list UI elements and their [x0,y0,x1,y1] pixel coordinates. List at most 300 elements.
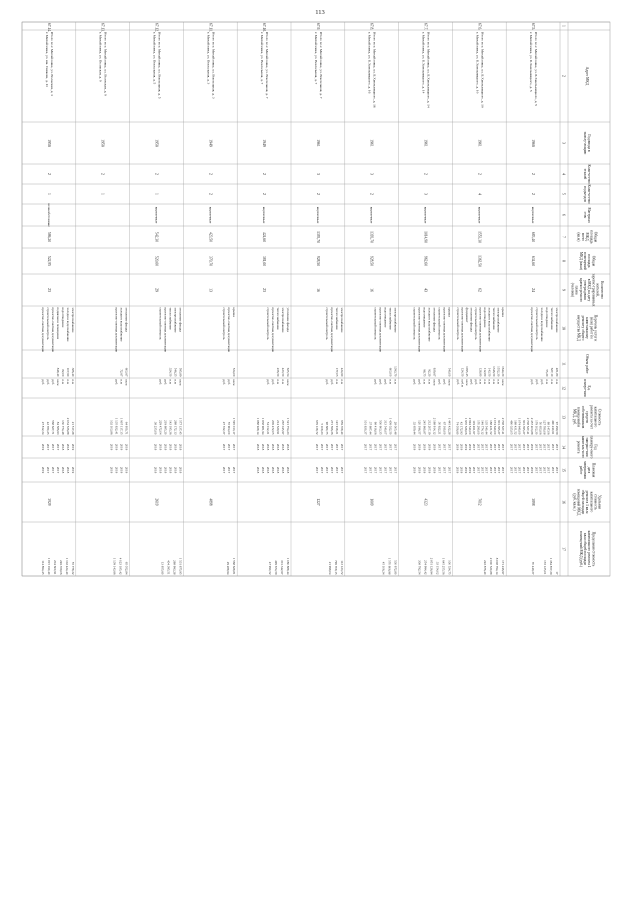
completion-year: 2018 [271,443,275,451]
header-title: планиру-емого [589,435,594,459]
work-unit: п.м [70,379,75,385]
work-unit: п.м [555,379,559,385]
work-volume: 92,20 [427,369,432,377]
year-built: 1950 [100,139,105,147]
header-title: Год ввода в [587,134,592,152]
work-item: крыша [447,307,452,317]
work-unit: кв.м [432,379,437,386]
work-unit: п.м [550,379,554,385]
work-item: утепление фасада [286,307,290,332]
work-item: электроснабжение [393,307,398,333]
planned-date: 2019 [70,466,75,474]
unit-cost: 4898 [208,498,213,506]
area-total: 586,20 [46,232,51,242]
row-address-total: Итого по г. Михайловка, ул. Волжская, д. 3 [49,32,54,96]
work-unit: кв.м [501,379,506,386]
header-title: утверждения [583,280,587,300]
work-unit: п.м [119,379,124,385]
max-cost: 204 600,91 [52,560,57,575]
completion-year: 2017 [476,443,481,451]
floors: 2 [477,173,482,175]
header-title: капитального [593,406,598,428]
planned-date: 2017 [476,466,481,474]
planned-date: 2017 [363,466,368,474]
completion-year: 2017 [232,443,237,451]
work-unit: руб. [412,379,417,386]
completion-year: 2019 [463,443,468,451]
header-title: (кв.м) [576,232,581,242]
work-cost: 1 907 117,15 [119,417,124,435]
work-item: строительный контроль [158,307,163,340]
work-unit: руб. [45,379,50,386]
planned-date: 2017 [550,466,555,474]
completion-year: 2018 [163,443,168,451]
area-rooms: 370,70 [208,256,213,266]
header-title: площадь [589,230,594,244]
work-cost: 288 172,13 [173,420,178,435]
max-cost: 308 792,54 [417,560,422,575]
work-item: фундамент [464,307,469,323]
work-item: проектно-сметная документация [271,307,275,352]
max-cost: 171 246,97 [501,560,506,575]
completion-year: 2019 [109,443,114,451]
work-cost: 1 935 528,06 [463,417,468,435]
work-unit: п.м [427,379,432,385]
unit-cost: 2619 [154,498,159,506]
planned-date: 2017 [447,466,452,474]
planned-date: 2017 [555,466,559,474]
work-cost: 30 922,21 [437,421,442,435]
completion-year: 2018 [173,443,178,451]
unit-cost: 3898 [531,498,536,506]
header-title: помещений в [576,406,581,428]
column-number: 10 [561,326,566,330]
completion-year: 2017 [447,443,452,451]
work-unit: п.м [60,379,65,385]
work-cost: 188 431,52 [488,420,493,435]
header-title: Ед. [587,385,592,391]
work-unit: руб. [266,379,270,386]
completion-year: 2017 [501,443,506,451]
completion-year: 2017 [484,443,489,451]
column-number: 16 [561,500,566,504]
year-built: 1961 [369,139,374,147]
work-unit: руб. [442,379,447,386]
year-built: 1949 [262,139,267,147]
max-cost: 254 994,42 [423,560,428,575]
row-address-total: Итого по г. Михайловка, ул. Б.Хмельницкого, д. 5 [534,32,539,106]
work-item: электроснабжение [496,307,501,333]
work-cost: 245 860,87 [422,420,427,435]
work-cost: 42 780,25 [45,421,50,435]
completion-year: 2019 [70,443,75,451]
work-volume: 324,50 [168,367,173,377]
work-cost: 37 887,44 [368,421,373,435]
completion-year: 2018 [60,443,65,451]
area-rooms: 962,60 [423,256,428,266]
residents: 29 [154,288,159,292]
completion-year: 2017 [373,443,378,451]
header-title: краткосрочного [578,278,583,302]
work-cost: 38 235,00 [153,421,158,435]
work-unit: кв.м [178,379,183,386]
floors: 2 [531,173,536,175]
work-volume: 603,00 [388,367,393,377]
header-title: измере-ния [583,379,587,397]
completion-year: 2017 [368,443,373,451]
planned-date: 2017 [517,466,522,474]
residents: 23 [262,288,267,292]
area-rooms: 634,60 [531,256,536,266]
floors: 2 [262,173,267,175]
entrances: 1 [154,193,159,195]
work-cost: 490 025,05 [509,420,514,435]
completion-year: 2017 [534,443,539,451]
work-cost: 135 540,44 [484,420,489,435]
work-unit: п.м [545,379,549,385]
completion-year: 2017 [513,443,518,451]
row-address: г. Михайловка, ул. Б.Хмельницкого, д. 5 [529,32,534,92]
work-unit: п.м [487,379,492,385]
completion-year: 2017 [437,443,442,451]
area-total: 1553,30 [477,231,482,243]
header-title: МКД, [585,232,590,242]
completion-year: 2018 [256,443,260,451]
work-unit: кв.м [464,379,469,386]
max-cost: 2 851 126,94 [429,557,434,575]
area-rooms: 381,00 [262,256,267,266]
work-item: проектно-сметная документация [378,307,383,352]
work-unit: руб. [540,379,544,386]
header-title: Удельная [597,494,602,510]
work-volume: 124,50 [460,367,465,377]
planned-date: 2017 [472,466,477,474]
max-cost: 1 815 160,40 [46,557,51,575]
work-volume: 143,50 [487,367,492,377]
planned-date: 2019 [463,466,468,474]
wall-material: кирпичные [423,206,428,224]
completion-year: 2017 [517,443,522,451]
header-title: Стоимость [597,408,602,426]
work-item: строительный контроль [535,307,539,340]
max-cost: 530 972,80 [393,560,398,575]
column-number: 6 [561,214,566,216]
planned-date: 2019 [530,466,535,474]
work-item: строительный контроль [455,307,460,340]
completion-year: 2017 [521,443,526,451]
planned-date: 2017 [492,466,497,474]
completion-year: 2017 [393,443,398,451]
column-number: 4 [561,173,566,175]
planned-date: 2019 [432,466,437,474]
row-number: 67.7. [423,23,428,31]
work-unit: п.м [168,379,173,385]
planned-date: 2017 [542,466,547,474]
work-cost: 55 904,00 [227,421,232,435]
work-volume: 98,75 [422,369,427,377]
work-volume: 1393,70 [393,366,398,377]
planned-date: 2017 [442,466,447,474]
planned-date: 2018 [168,466,173,474]
planned-date: 2018 [271,466,275,474]
completion-year: 2019 [124,443,129,451]
row-number: 67.11. [208,23,213,32]
work-cost: 1 436 022,50 [388,417,393,435]
row-address: г. Михайловка, ул. Вокзальная, д. 5 [152,32,157,85]
work-item: теплоснабжение [492,307,497,330]
work-item: водоотведение [383,307,388,328]
entrances: 2 [531,193,536,195]
header-title: Предельная стоимость [591,531,596,567]
work-unit: п.м [65,379,70,385]
completion-year: 2017 [480,443,485,451]
work-volume: 848,40 [55,367,60,377]
work-cost: 313 540,07 [383,420,388,435]
work-cost: 1 135 832,41 [114,417,119,435]
planned-date: 2017 [50,466,55,474]
work-cost: 5 108,23 [319,423,324,435]
completion-year: 2019 [432,443,437,451]
work-item: холодное водоснабжение [119,307,124,342]
year-built: 1949 [208,139,213,147]
work-item: водоотведение [422,307,427,328]
completion-year: 2017 [227,443,232,451]
row-address-total: Итого по г. Михайловка, ул. Вокзальная, д. 7 [318,32,323,99]
work-volume: 423,50 [281,367,285,377]
row-address: г. Михайловка, ул. Б.Хмельницкого, д. 10 [475,32,480,94]
work-unit: руб. [469,379,474,386]
header-title: стен [583,211,587,219]
work-volume: 1644,30 [501,366,506,377]
work-cost: 2 708 527,41 [501,417,506,435]
planned-date: 2019 [109,466,114,474]
planned-date: 2017 [383,466,388,474]
work-cost: 42 172,93 [459,421,464,435]
planned-date: 2017 [534,466,539,474]
row-address: г. Михайловка, ул. Волжская, д. 9 [98,32,103,82]
work-cost: 206 472,05 [271,420,275,435]
completion-year: 2017 [314,443,319,451]
max-cost: 100 534,75 [447,560,452,575]
completion-year: 2017 [488,443,493,451]
work-unit: руб. [329,379,334,386]
work-item: холодное водоснабжение [540,307,544,342]
work-volume: 534,00 [232,367,237,377]
wall-material: кирпичные [208,206,213,224]
work-volume: 627,10 [550,367,554,377]
header-title: Общая [591,255,596,267]
work-volume: 82,00 [60,369,65,377]
unit-cost: 4323 [423,498,428,506]
max-cost: 1 645 255,56 [441,557,446,575]
planned-date: 2018 [266,466,270,474]
column-number: 13 [561,415,566,419]
work-item: проектно-сметная документация [227,307,232,352]
work-item: электроснабжение [70,307,75,333]
wall-material: кирпичные [154,206,159,224]
work-cost: 1 577 137,45 [178,417,183,435]
work-unit: п.м [393,379,398,385]
work-item: теплоснабжение [334,307,339,330]
row-address: г. Михайловка, ул. Б.Хмельницкого, д. 16 [367,32,372,94]
wall-material: кирпичные [531,206,536,224]
max-cost: 55 778,32 [70,561,75,575]
completion-year: 2019 [455,443,460,451]
work-item: теплоснабжение [168,307,173,330]
work-volume: 128,80 [478,367,483,377]
work-item: строительный контроль [437,307,442,340]
work-volume: 595,89 [178,367,183,377]
work-volume: 424,60 [339,367,344,377]
wall-material: кирпичные [477,206,482,224]
work-item: строительный контроль [45,307,50,340]
work-unit: руб. [50,379,55,386]
work-unit: руб. [227,379,232,386]
completion-year: 2017 [339,443,344,451]
max-cost: 288 993,28 [172,560,177,575]
row-address: г. Михайловка, ул. Б.Хмельницкого, д. 14 [421,32,426,94]
work-cost: 214 529,91 [276,420,280,435]
work-cost: 130 774,48 [60,420,65,435]
work-volume: 1552,30 [496,366,501,377]
max-cost: 8 008 764,14 [495,557,500,575]
max-cost: 114 864,45 [40,560,45,575]
work-unit: руб. [417,379,422,386]
residents: 24 [531,288,536,292]
completion-year: 2018 [178,443,183,451]
row-address-total: Итого по г. Михайловка, ул. Б.Хмельницкого, д. 14 [426,32,431,108]
work-item: электроснабжение [173,307,178,333]
max-cost: 13 855,60 [160,561,165,575]
row-number: 67.5. [531,23,536,31]
row-address: г. Михайловка, ул. им. Сивкова, д. 11 [44,32,49,87]
planned-date: 2017 [227,466,232,474]
work-cost: 27 812,34 [40,421,45,435]
header-title: имущества МКД [576,315,581,341]
work-volume: 107,60 [65,367,70,377]
wall-material: кирпичные [315,206,320,224]
work-item: теплоснабжение [276,307,280,330]
completion-year: 2017 [334,443,339,451]
planned-date: 2017 [324,466,329,474]
work-unit: кв.м [447,379,452,386]
planned-date: 2017 [232,466,237,474]
max-cost: 222 876,40 [483,560,488,575]
completion-year: 2019 [114,443,119,451]
header-title: капиталь-ного [580,436,585,458]
max-cost: 1 139 143,66 [112,557,117,575]
work-unit: п.м [339,379,344,385]
planned-date: 2017 [314,466,319,474]
header-title: стоимость [593,494,598,510]
header-title: Плановая [591,462,596,478]
work-cost: 229 472,04 [158,420,163,435]
residents: 16 [315,288,320,292]
planned-date: 2018 [65,466,70,474]
row-address-total: Итого по г. Михайловка, ул. Вокзальная, д. 3 [211,32,216,99]
work-item: строительный контроль [373,307,378,340]
column-number: 5 [561,193,566,195]
year-built: 1950 [154,139,159,147]
work-volume: 112,80 [483,367,488,377]
planned-date: 2017 [334,466,339,474]
floors: 2 [46,173,51,175]
work-item: проектно-сметная документация [114,307,119,352]
entrances: 2 [208,193,213,195]
area-total: 423,50 [208,232,213,242]
max-cost: 21 998,04 [327,561,332,575]
work-unit: руб. [530,379,534,386]
work-cost: 490 240,61 [550,420,555,435]
work-volume: 546,25 [173,367,178,377]
work-cost: 67 160,00 [442,421,447,435]
max-cost: 47 990,52 [268,561,272,575]
planned-date: 2017 [378,466,383,474]
max-cost: 33 154,02 [435,561,440,575]
work-item: строительный контроль [324,307,329,340]
column-number: 8 [561,260,566,262]
completion-year: 2017 [50,443,55,451]
work-cost: 98 680,75 [324,421,329,435]
work-volume: 1346,50 [492,366,497,377]
header-title: плана [574,285,579,295]
max-cost: 4 023 185,42 [118,557,123,575]
area-rooms: 522,95 [46,256,51,266]
work-unit: руб. [455,379,460,386]
work-cost: 28 005,48 [393,421,398,435]
work-cost: 32 659,44 [412,421,417,435]
completion-year: 2019 [40,443,45,451]
work-cost: 97 299,59 [555,421,559,435]
work-cost: 676 138,72 [314,420,319,435]
header-title: капитального [589,491,594,513]
work-cost: 98 416,06 [373,421,378,435]
completion-year: 2017 [378,443,383,451]
year-built: 1961 [477,139,482,147]
work-cost: 84 586,63 [55,421,60,435]
column-number: 3 [561,142,566,144]
header-title: зарегис-трированных [591,273,596,307]
work-cost: 271 566,36 [329,420,334,435]
work-cost: 2 994 540,00 [468,417,472,435]
residents: 16 [369,288,374,292]
header-title: подъездов [583,186,587,202]
completion-year: 2017 [388,443,393,451]
completion-year: 2019 [427,443,432,451]
planned-date: 2018 [60,466,65,474]
work-cost: 2 034 536,88 [65,417,70,435]
year-built: 1950 [46,139,51,147]
planned-date: 2019 [417,466,422,474]
unit-cost: 1227 [315,498,320,506]
completion-year: 2017 [497,443,502,451]
row-address: г. Михайловка, ул. Вокзальная, д. 3 [206,32,211,85]
work-cost: 54 012,21 [266,421,270,435]
work-cost: 50 653,06 [538,421,543,435]
max-cost: 1 102 424,40 [64,557,69,575]
work-item: электроснабжение [281,307,285,333]
entrances: 2 [369,193,374,195]
row-number: 67.9. [315,23,320,31]
planned-date: 2018 [178,466,183,474]
work-item: строительный контроль [266,307,270,340]
header-title: ремонта [576,440,581,454]
completion-year: 2017 [442,443,447,451]
row-number: 67.12. [154,23,159,32]
header-title: площадь [587,254,592,268]
column-number: 17 [561,547,566,551]
work-unit: руб. [324,379,329,386]
